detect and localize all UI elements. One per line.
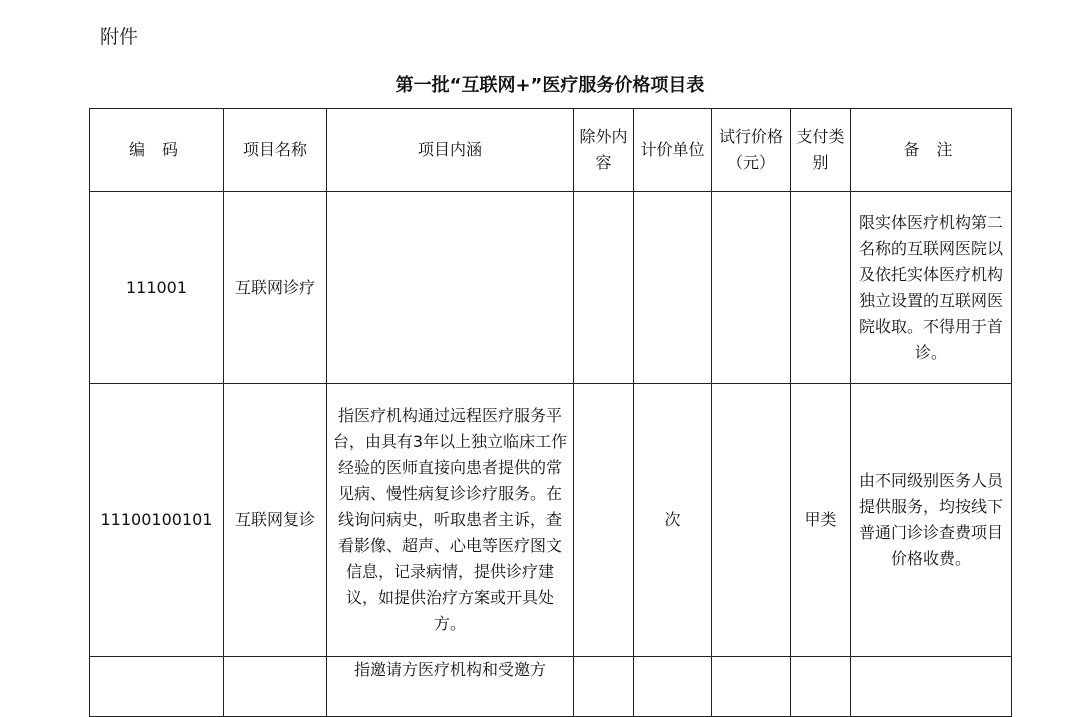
table-row [90, 192, 1012, 384]
col-header-excluded: 除外内容 [574, 109, 634, 192]
cell-remark [851, 657, 1012, 717]
cell-content: 指医疗机构通过远程医疗服务平台，由具有3年以上独立临床工作经验的医师直接向患者提供的常见病、慢性病复诊诊疗服务。在线询问病史，听取患者主诉，查看影像、超声、心电等医疗图文信息，记录病情，提供诊疗建议，如提供治疗方案或开具处方。 [327, 384, 574, 657]
cell-code: 11100100101 [90, 384, 224, 657]
cell-payment [791, 657, 851, 717]
cell-payment: 甲类 [791, 384, 851, 657]
cell-excluded [574, 192, 634, 384]
col-header-content: 项目内涵 [327, 109, 574, 192]
col-header-name: 项目名称 [224, 109, 327, 192]
table-row [90, 384, 1012, 657]
cell-name: 互联网复诊 [224, 384, 327, 657]
cell-unit [634, 657, 712, 717]
cell-code: 111001 [90, 192, 224, 384]
col-header-payment: 支付类别 [791, 109, 851, 192]
cell-name: 互联网诊疗 [224, 192, 327, 384]
cell-name [224, 657, 327, 717]
cell-price [712, 192, 791, 384]
cell-unit: 次 [634, 384, 712, 657]
cell-unit [634, 192, 712, 384]
cell-payment [791, 192, 851, 384]
price-table [89, 108, 1012, 717]
cell-remark: 限实体医疗机构第二名称的互联网医院以及依托实体医疗机构独立设置的互联网医院收取。不得用于首诊。 [851, 192, 1012, 384]
cell-excluded [574, 657, 634, 717]
col-header-unit: 计价单位 [634, 109, 712, 192]
document-title: 第一批“互联网+”医疗服务价格项目表 [395, 75, 705, 96]
col-header-remark: 备 注 [851, 109, 1012, 192]
cell-code [90, 657, 224, 717]
col-header-code: 编 码 [90, 109, 224, 192]
cell-excluded [574, 384, 634, 657]
col-header-price: 试行价格（元） [712, 109, 791, 192]
cell-content [327, 192, 574, 384]
table-header-row [90, 109, 1012, 192]
table-row [90, 657, 1012, 717]
attachment-label: 附件 [100, 26, 139, 48]
cell-price [712, 657, 791, 717]
cell-price [712, 384, 791, 657]
cell-remark: 由不同级别医务人员提供服务，均按线下普通门诊诊查费项目价格收费。 [851, 384, 1012, 657]
cell-content: 指邀请方医疗机构和受邀方 [327, 657, 574, 717]
